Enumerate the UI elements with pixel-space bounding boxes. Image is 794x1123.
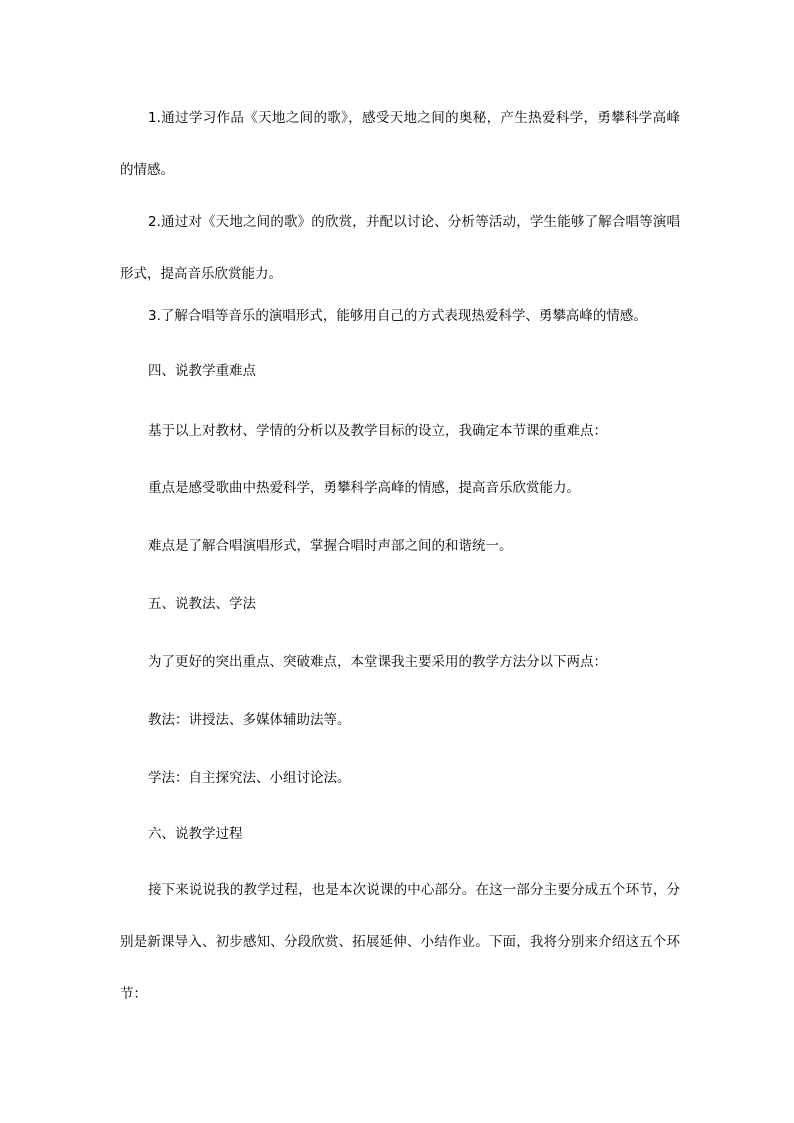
key-point-paragraph: 重点是感受歌曲中热爱科学，勇攀科学高峰的情感，提高音乐欣赏能力。 <box>148 480 580 496</box>
objective-1-paragraph: 1.通过学习作品《天地之间的歌》，感受天地之间的奥秘，产生热爱科学，勇攀科学高峰的情感。 <box>120 110 680 178</box>
section-5-heading: 五、说教法、学法 <box>148 596 256 612</box>
process-intro-paragraph: 接下来说说我的教学过程，也是本次说课的中心部分。在这一部分主要分成五个环节，分别是新课导入、初步感知、分段欣赏、拓展延伸、小结作业。下面，我将分别来介绍这五个环节： <box>120 882 680 1002</box>
objective-2-paragraph: 2.通过对《天地之间的歌》的欣赏，并配以讨论、分析等活动，学生能够了解合唱等演唱形式，提高音乐欣赏能力。 <box>120 214 680 282</box>
teaching-methods-paragraph: 教法：讲授法、多媒体辅助法等。 <box>148 712 351 728</box>
section-4-heading: 四、说教学重难点 <box>148 363 256 379</box>
difficult-point-paragraph: 难点是了解合唱演唱形式，掌握合唱时声部之间的和谐统一。 <box>148 538 513 554</box>
objective-3-paragraph: 3.了解合唱等音乐的演唱形式，能够用自己的方式表现热爱科学、勇攀高峰的情感。 <box>148 308 647 324</box>
learning-methods-paragraph: 学法：自主探究法、小组讨论法。 <box>148 770 351 786</box>
section-6-heading: 六、说教学过程 <box>148 826 243 842</box>
key-points-intro-paragraph: 基于以上对教材、学情的分析以及教学目标的设立，我确定本节课的重难点： <box>148 423 607 439</box>
methods-intro-paragraph: 为了更好的突出重点、突破难点，本堂课我主要采用的教学方法分以下两点： <box>148 654 607 670</box>
